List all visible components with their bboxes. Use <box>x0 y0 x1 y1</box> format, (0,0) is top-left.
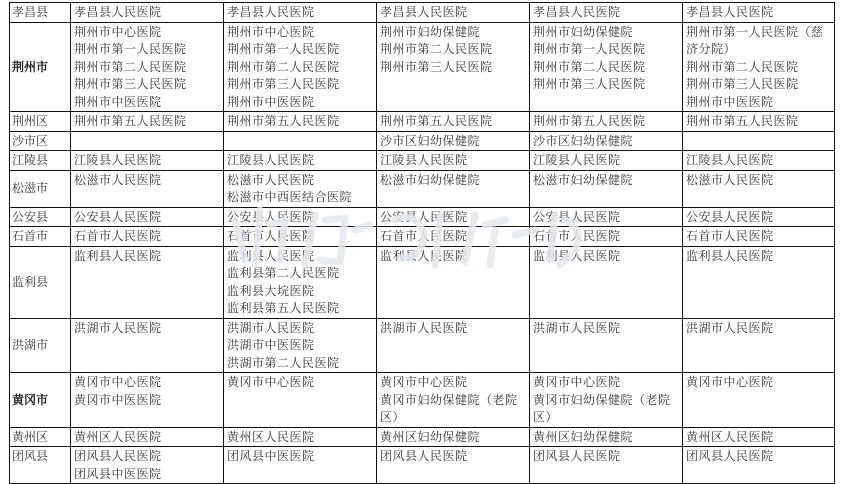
hospital-cell <box>224 131 377 151</box>
hospital-name: 江陵县人民医院 <box>533 153 621 167</box>
hospital-name: 荆州市第二人民医院 <box>380 42 493 56</box>
hospital-name: 荆州市妇幼保健院 <box>533 24 634 39</box>
hospital-cell <box>683 170 835 207</box>
hospital-name: 松滋市人民医院 <box>227 172 315 187</box>
hospital-name: 监利县人民医院 <box>533 248 621 263</box>
hospital-cell <box>530 112 683 132</box>
region-cell: 监利县 <box>10 246 71 318</box>
hospital-cell <box>377 207 530 227</box>
hospital-cell <box>683 373 835 428</box>
table-row <box>10 207 835 227</box>
hospital-name: 洪湖市人民医院 <box>227 320 315 335</box>
table-row <box>10 246 835 318</box>
region-cell: 石首市 <box>10 227 71 247</box>
hospital-cell <box>377 227 530 247</box>
hospital-name: 江陵县人民医院 <box>686 153 774 167</box>
table-row <box>10 227 835 247</box>
region-cell: 松滋市 <box>10 170 71 207</box>
hospital-name: 黄州区妇幼保健院 <box>380 429 481 444</box>
hospital-cell <box>377 22 530 112</box>
hospital-name: 济分院） <box>686 42 737 56</box>
hospital-name: 公安县人民医院 <box>74 209 162 224</box>
hospital-name: 团风县人民医院 <box>74 449 162 463</box>
hospital-cell <box>71 427 224 447</box>
hospital-name: 荆州市中医医院 <box>227 94 315 109</box>
region-cell: 江陵县 <box>10 151 71 171</box>
hospital-table-container <box>9 2 835 484</box>
hospital-name: 荆州市中心医院 <box>74 24 162 39</box>
hospital-cell <box>683 246 835 318</box>
hospital-cell <box>683 227 835 247</box>
hospital-name: 黄冈市中心医院 <box>74 375 162 389</box>
hospital-name: 石首市人民医院 <box>380 229 468 243</box>
hospital-name: 松滋市人民医院 <box>74 172 162 187</box>
hospital-cell <box>377 447 530 484</box>
hospital-cell <box>683 131 835 151</box>
hospital-name: 石首市人民医院 <box>533 229 621 243</box>
hospital-name: 监利县人民医院 <box>686 248 774 263</box>
table-row <box>10 427 835 447</box>
hospital-name: 荆州市第三人民医院 <box>686 77 799 91</box>
region-cell: 黄州区 <box>10 427 71 447</box>
hospital-name: 区） <box>533 410 559 424</box>
hospital-name: 荆州市中医医院 <box>74 94 162 109</box>
hospital-name: 孝昌县人民医院 <box>227 5 315 19</box>
hospital-name: 监利县第五人民医院 <box>227 301 340 315</box>
hospital-cell <box>530 318 683 373</box>
hospital-cell <box>530 3 683 23</box>
hospital-table <box>9 2 835 484</box>
table-row <box>10 131 835 151</box>
hospital-name: 团风县人民医院 <box>686 449 774 463</box>
table-body <box>10 3 835 484</box>
hospital-name: 监利县人民医院 <box>227 248 315 263</box>
hospital-name: 荆州市第一人民医院 <box>533 42 646 56</box>
hospital-cell <box>71 131 224 151</box>
hospital-cell <box>683 447 835 484</box>
hospital-cell <box>683 3 835 23</box>
hospital-cell <box>530 246 683 318</box>
hospital-name: 洪湖市第二人民医院 <box>227 355 340 370</box>
hospital-name: 团风县人民医院 <box>380 449 468 463</box>
hospital-name: 黄州区人民医院 <box>227 429 315 444</box>
hospital-name: 公安县人民医院 <box>227 209 315 224</box>
hospital-cell <box>377 170 530 207</box>
hospital-name: 区） <box>380 410 406 424</box>
hospital-cell <box>71 112 224 132</box>
hospital-cell <box>224 22 377 112</box>
hospital-name: 黄州区人民医院 <box>74 429 162 444</box>
hospital-name: 江陵县人民医院 <box>74 153 162 167</box>
hospital-name: 荆州市第二人民医院 <box>686 59 799 74</box>
hospital-name: 监利县大垸医院 <box>227 283 315 298</box>
hospital-name: 松滋市妇幼保健院 <box>533 172 634 187</box>
table-row <box>10 170 835 207</box>
hospital-name: 公安县人民医院 <box>533 209 621 224</box>
hospital-name: 监利县人民医院 <box>380 248 468 263</box>
hospital-cell <box>377 131 530 151</box>
hospital-cell <box>224 3 377 23</box>
hospital-name: 洪湖市人民医院 <box>74 320 162 335</box>
hospital-name: 荆州市第五人民医院 <box>533 114 646 128</box>
hospital-cell <box>377 318 530 373</box>
hospital-cell <box>530 207 683 227</box>
hospital-name: 孝昌县人民医院 <box>74 5 162 19</box>
hospital-name: 公安县人民医院 <box>686 209 774 224</box>
hospital-name: 团风县中医医院 <box>227 449 315 463</box>
hospital-cell <box>530 151 683 171</box>
hospital-cell <box>683 112 835 132</box>
hospital-cell <box>377 373 530 428</box>
hospital-cell <box>530 131 683 151</box>
hospital-cell <box>683 22 835 112</box>
hospital-cell <box>224 227 377 247</box>
hospital-name: 石首市人民医院 <box>686 229 774 243</box>
hospital-name: 荆州市第五人民医院 <box>74 114 187 128</box>
hospital-name: 黄冈市中心医院 <box>533 375 621 389</box>
hospital-name: 荆州市第三人民医院 <box>74 77 187 91</box>
table-row <box>10 3 835 23</box>
hospital-cell <box>224 112 377 132</box>
hospital-name: 荆州市第三人民医院 <box>380 59 493 74</box>
hospital-name: 石首市人民医院 <box>227 229 315 243</box>
hospital-cell <box>530 373 683 428</box>
table-row <box>10 318 835 373</box>
hospital-cell <box>71 207 224 227</box>
hospital-name: 黄冈市妇幼保健院（老院 <box>380 392 518 407</box>
hospital-cell <box>530 227 683 247</box>
hospital-cell <box>530 170 683 207</box>
hospital-name: 荆州市第五人民医院 <box>380 114 493 128</box>
region-cell: 黄冈市 <box>10 373 71 428</box>
hospital-name: 黄州区妇幼保健院 <box>533 429 634 444</box>
hospital-cell <box>377 427 530 447</box>
hospital-name: 孝昌县人民医院 <box>686 5 774 19</box>
hospital-name: 黄冈市中心医院 <box>227 375 315 389</box>
hospital-cell <box>224 427 377 447</box>
hospital-name: 孝昌县人民医院 <box>533 5 621 19</box>
hospital-cell <box>530 427 683 447</box>
hospital-name: 洪湖市人民医院 <box>380 320 468 335</box>
hospital-name: 石首市人民医院 <box>74 229 162 243</box>
region-cell: 公安县 <box>10 207 71 227</box>
hospital-name: 荆州市第五人民医院 <box>227 114 340 128</box>
hospital-name: 荆州市第三人民医院 <box>227 77 340 91</box>
region-cell: 孝昌县 <box>10 3 71 23</box>
region-cell: 团风县 <box>10 447 71 484</box>
hospital-name: 孝昌县人民医院 <box>380 5 468 19</box>
hospital-name: 荆州市妇幼保健院 <box>380 24 481 39</box>
hospital-cell <box>377 246 530 318</box>
region-cell: 洪湖市 <box>10 318 71 373</box>
region-cell: 荆州市 <box>10 22 71 112</box>
hospital-name: 黄冈市妇幼保健院（老院 <box>533 392 671 407</box>
hospital-cell <box>71 170 224 207</box>
hospital-cell <box>71 318 224 373</box>
hospital-name: 团风县中医医院 <box>74 466 162 481</box>
hospital-name: 松滋市中西医结合医院 <box>227 190 353 204</box>
hospital-name: 松滋市人民医院 <box>686 172 774 187</box>
hospital-cell <box>224 246 377 318</box>
hospital-cell <box>530 447 683 484</box>
hospital-name: 荆州市第一人民医院 <box>227 42 340 56</box>
hospital-name: 黄冈市中心医院 <box>686 375 774 389</box>
hospital-cell <box>683 151 835 171</box>
hospital-name: 荆州市第一人民医院 <box>74 42 187 56</box>
hospital-cell <box>377 151 530 171</box>
hospital-cell <box>224 373 377 428</box>
hospital-name: 洪湖市人民医院 <box>686 320 774 335</box>
region-cell: 沙市区 <box>10 131 71 151</box>
hospital-cell <box>530 22 683 112</box>
hospital-name: 黄冈市中心医院 <box>380 375 468 389</box>
hospital-cell <box>224 318 377 373</box>
hospital-name: 黄州区人民医院 <box>686 429 774 444</box>
hospital-cell <box>224 447 377 484</box>
hospital-cell <box>71 447 224 484</box>
hospital-cell <box>71 373 224 428</box>
hospital-cell <box>377 3 530 23</box>
hospital-cell <box>224 151 377 171</box>
hospital-name: 监利县第二人民医院 <box>227 266 340 280</box>
hospital-name: 江陵县人民医院 <box>227 153 315 167</box>
hospital-name: 荆州市第五人民医院 <box>686 114 799 128</box>
hospital-name: 荆州市第二人民医院 <box>227 59 340 74</box>
hospital-cell <box>71 151 224 171</box>
hospital-name: 沙市区妇幼保健院 <box>380 133 481 148</box>
hospital-name: 团风县人民医院 <box>533 449 621 463</box>
table-row <box>10 112 835 132</box>
table-row <box>10 151 835 171</box>
hospital-name: 荆州市第二人民医院 <box>533 59 646 74</box>
hospital-name: 荆州市中医医院 <box>686 94 774 109</box>
hospital-name: 荆州市第二人民医院 <box>74 59 187 74</box>
hospital-name: 洪湖市中医医院 <box>227 338 315 352</box>
hospital-cell <box>71 22 224 112</box>
hospital-name: 沙市区妇幼保健院 <box>533 133 634 148</box>
table-row <box>10 373 835 428</box>
hospital-cell <box>683 427 835 447</box>
hospital-cell <box>683 207 835 227</box>
hospital-name: 公安县人民医院 <box>380 209 468 224</box>
region-cell: 荆州区 <box>10 112 71 132</box>
table-row <box>10 447 835 484</box>
hospital-name: 黄冈市中医医院 <box>74 392 162 407</box>
hospital-name: 荆州市中心医院 <box>227 24 315 39</box>
hospital-cell <box>224 170 377 207</box>
hospital-cell <box>71 3 224 23</box>
hospital-name: 洪湖市人民医院 <box>533 320 621 335</box>
hospital-name: 江陵县人民医院 <box>380 153 468 167</box>
table-row <box>10 22 835 112</box>
hospital-cell <box>224 207 377 227</box>
hospital-name: 松滋市妇幼保健院 <box>380 172 481 187</box>
hospital-cell <box>683 318 835 373</box>
hospital-cell <box>377 112 530 132</box>
hospital-name: 荆州市第三人民医院 <box>533 77 646 91</box>
hospital-name: 荆州市第一人民医院（慈 <box>686 24 824 39</box>
hospital-name: 监利县人民医院 <box>74 248 162 263</box>
hospital-cell <box>71 246 224 318</box>
hospital-cell <box>71 227 224 247</box>
